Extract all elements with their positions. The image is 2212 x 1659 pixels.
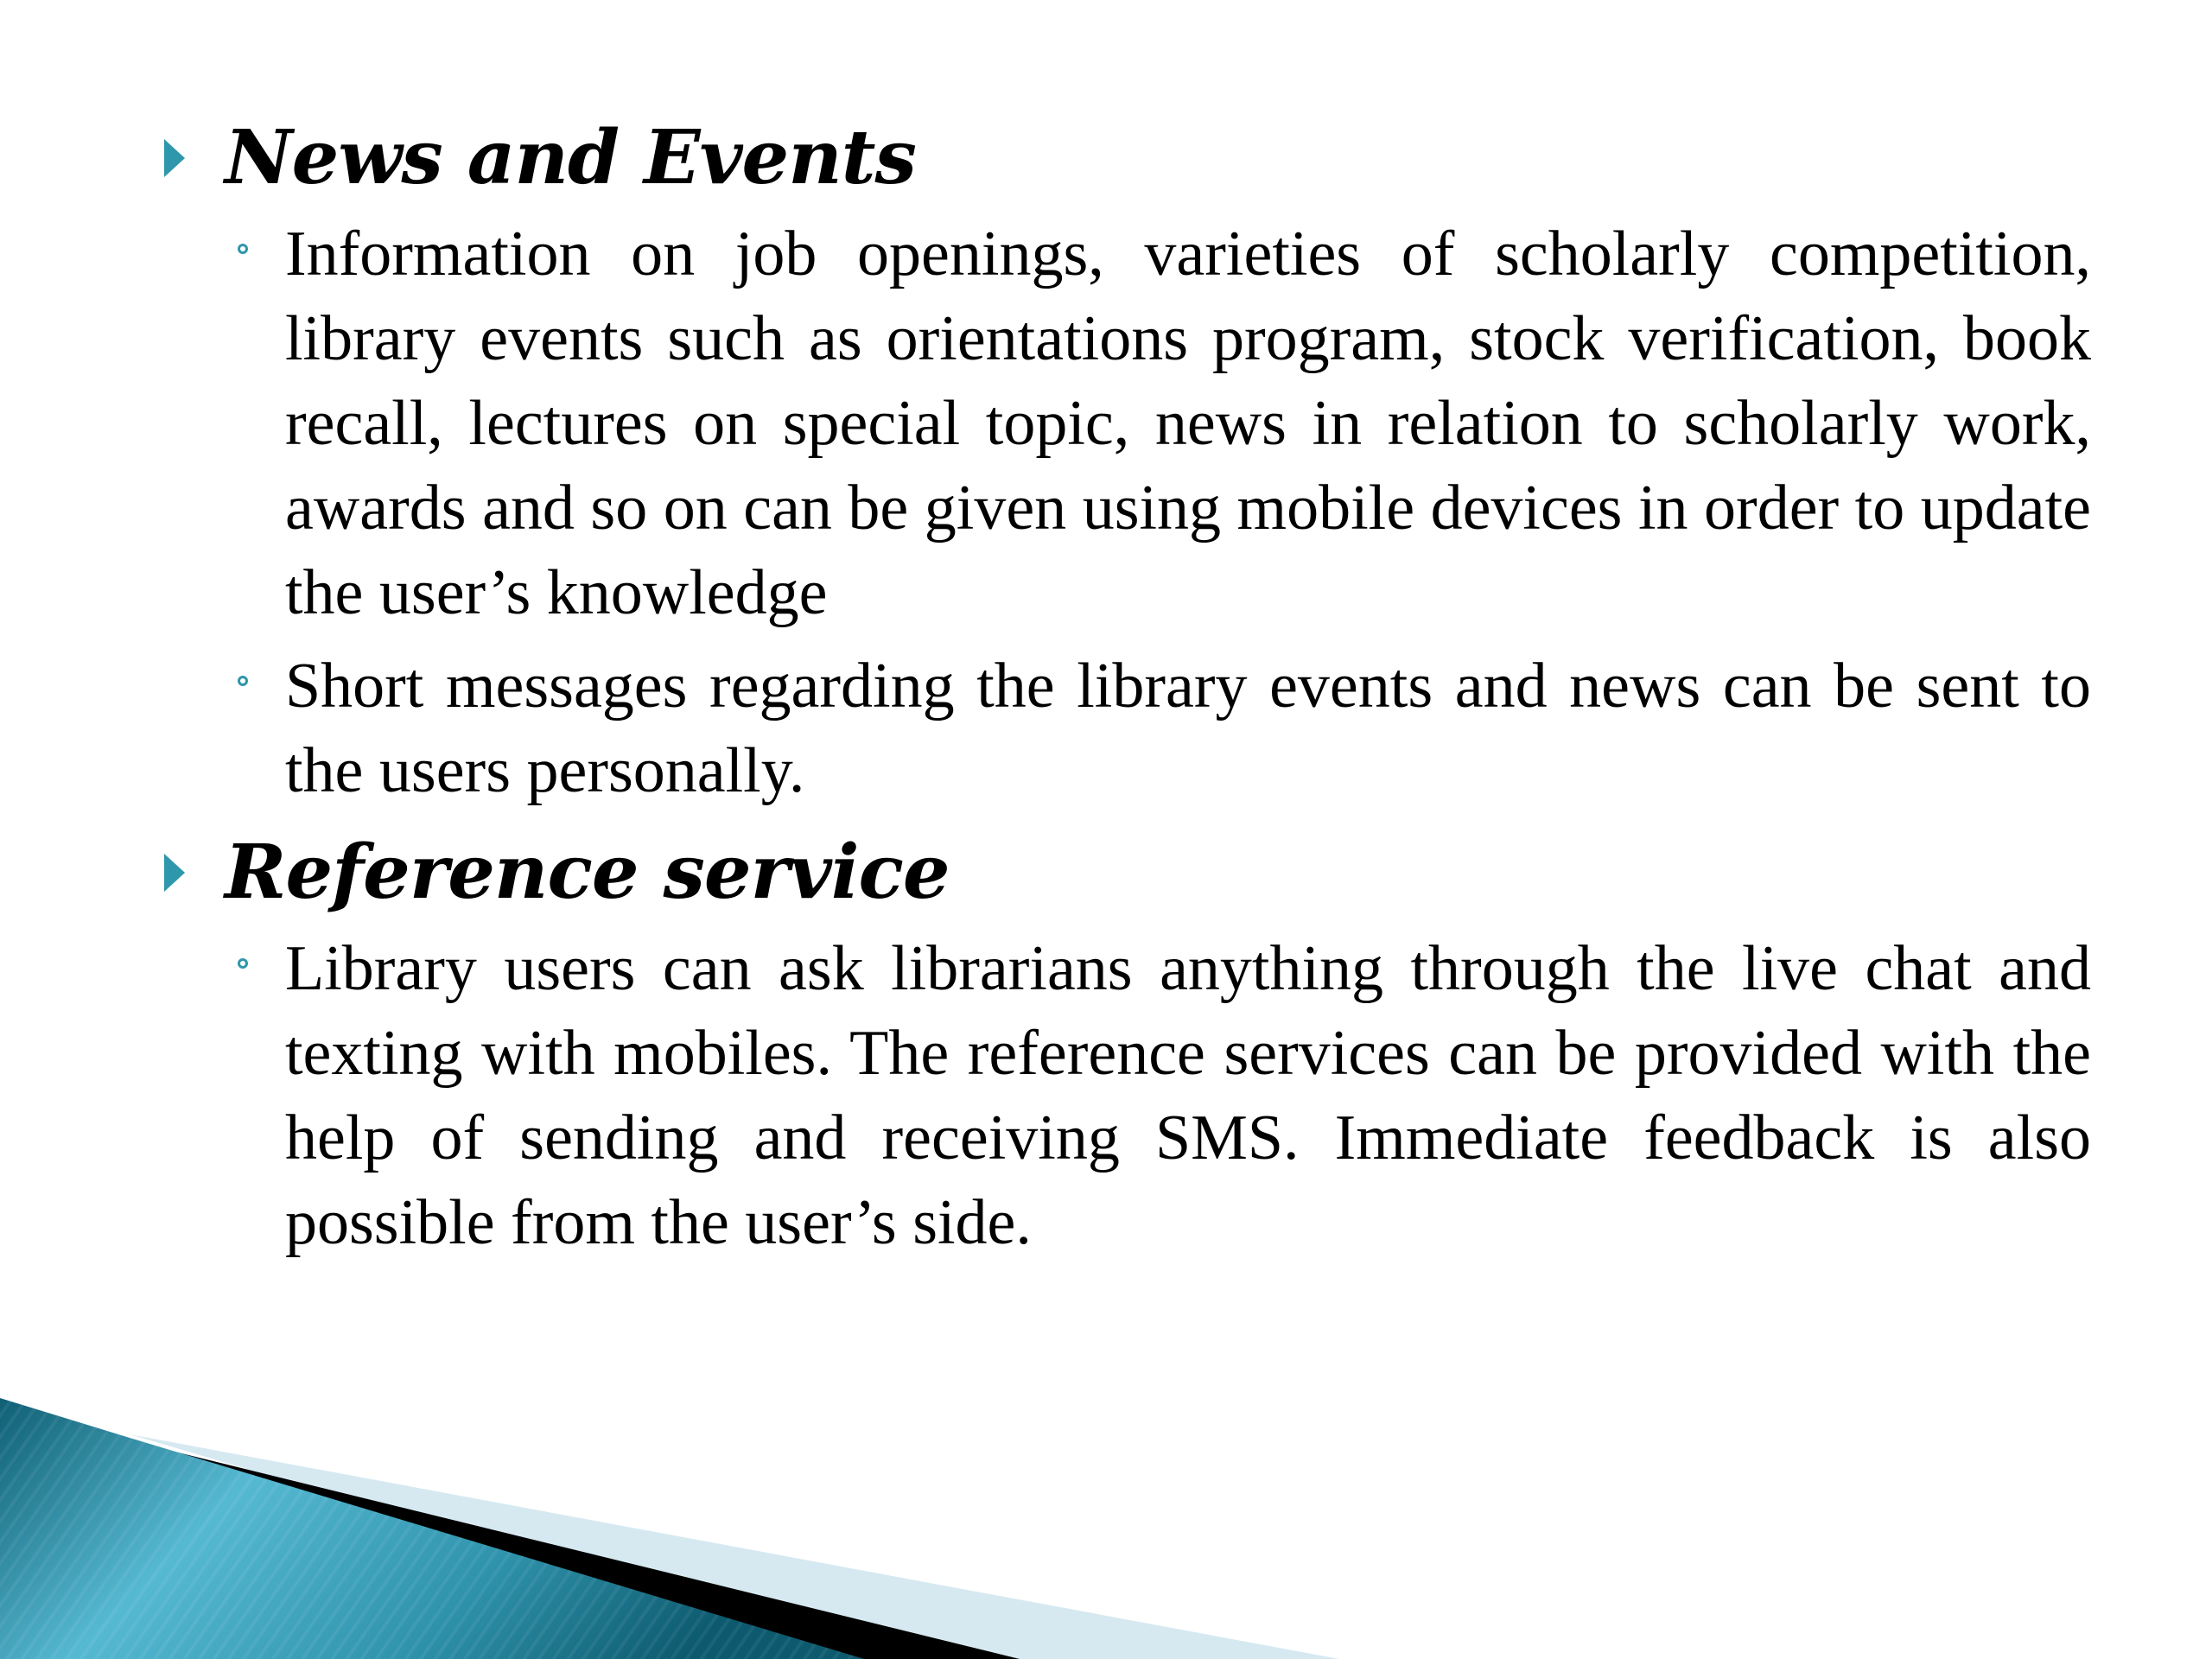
bullet-item xyxy=(164,644,2091,813)
bullet-text: Short messages regarding the library events and news can be sent to the users personally. xyxy=(285,651,2091,806)
bullet-text: Information on job openings, varieties of scholarly competition, library events such as orientations program, stock verification, book recall, lectures on special topic, news in relation to scholarly work, awards and so on can be given using mobile devices in order to update the user’s knowledge xyxy=(285,219,2091,628)
section-heading xyxy=(164,104,2091,212)
section-news-and-events xyxy=(164,104,2091,813)
section-title: News and Events xyxy=(225,113,916,201)
triangle-bullet-icon xyxy=(164,139,185,177)
circle-bullet-icon xyxy=(238,676,248,686)
bullet-list xyxy=(164,926,2091,1265)
section-reference-service xyxy=(164,818,2091,1265)
section-heading xyxy=(164,818,2091,926)
circle-bullet-icon xyxy=(238,244,248,254)
bullet-item xyxy=(164,212,2091,635)
triangle-bullet-icon xyxy=(164,854,185,892)
bullet-item xyxy=(164,926,2091,1265)
bullet-list xyxy=(164,212,2091,813)
circle-bullet-icon xyxy=(238,958,248,969)
bullet-text: Library users can ask librarians anything through the live chat and texting with mobiles. The reference services can be provided with the help of sending and receiving SMS. Immediate feedback is also possible from the user’s side. xyxy=(285,933,2091,1258)
slide-content xyxy=(164,104,2091,1274)
section-title: Reference service xyxy=(225,828,950,916)
